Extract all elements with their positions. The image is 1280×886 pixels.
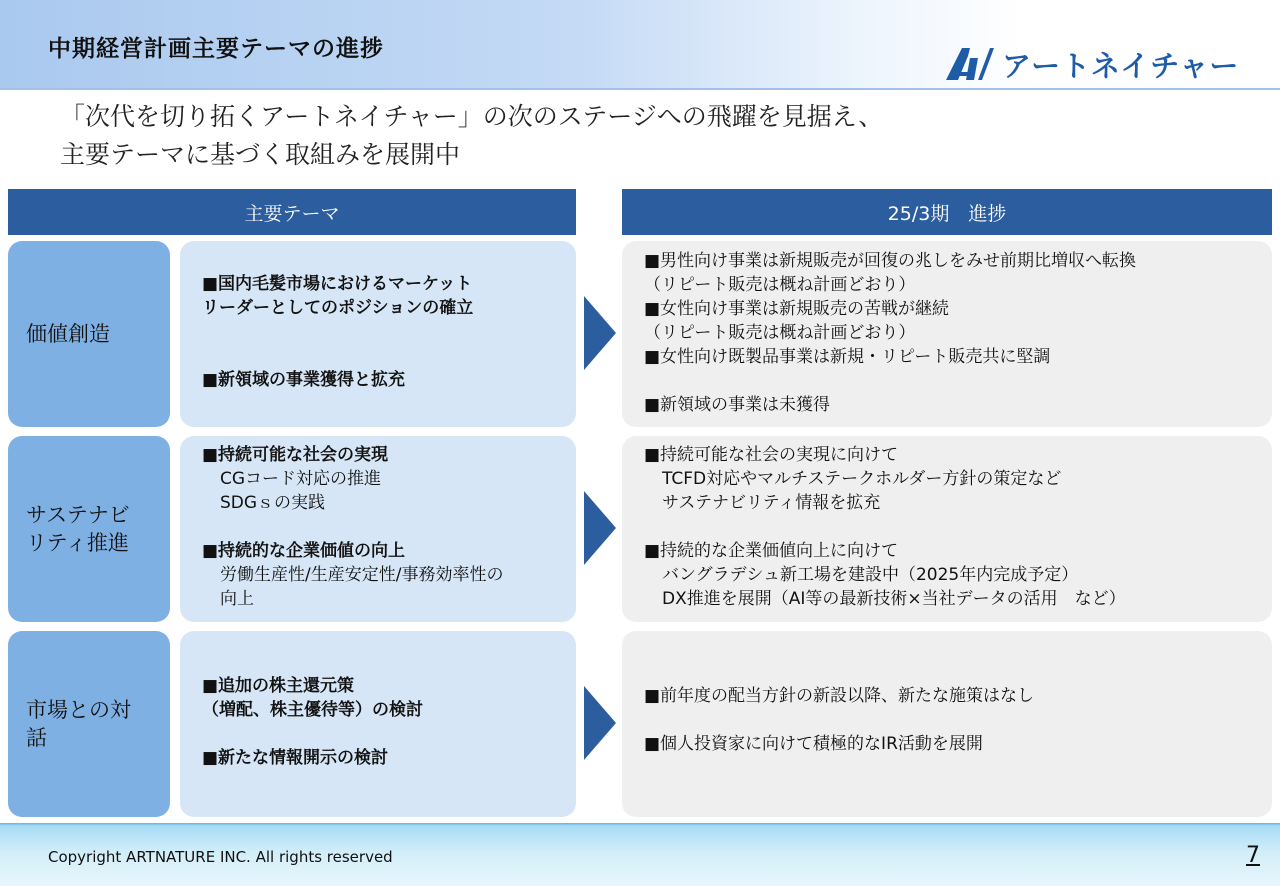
progress-line: （リピート販売は概ね計画どおり） <box>644 323 916 343</box>
progress-line: バングラデシュ新工場を建設中（2025年内完成予定） <box>662 565 1079 585</box>
page-title: 中期経営計画主要テーマの進捗 <box>48 36 384 62</box>
progress-box-value-creation <box>622 241 1272 427</box>
progress-line: ■女性向け既製品事業は新規・リピート販売共に堅調 <box>644 347 1051 367</box>
row-label-line: サステナビ <box>26 503 130 527</box>
spacer <box>644 369 1272 393</box>
progress-box-sustainability <box>622 436 1272 622</box>
column-header-progress: 25/3期 進捗 <box>622 189 1272 235</box>
progress-line: ■個人投資家に向けて積極的なIR活動を展開 <box>644 734 983 754</box>
theme-line: CGコード対応の推進 <box>220 469 382 489</box>
column-header-theme: 主要テーマ <box>8 189 576 235</box>
row-label-text <box>26 696 131 752</box>
header-divider <box>0 88 1280 90</box>
spacer <box>202 722 576 746</box>
logo-mark-icon <box>944 46 994 82</box>
spacer <box>644 708 1272 732</box>
right-arrow-icon <box>584 296 616 370</box>
subtitle-line: 主要テーマに基づく取組みを展開中 <box>60 140 461 169</box>
progress-line: ■女性向け事業は新規販売の苦戦が継続 <box>644 299 950 319</box>
progress-line: ■前年度の配当方針の新設以降、新たな施策はなし <box>644 686 1035 706</box>
theme-box-value-creation <box>180 241 576 427</box>
spacer <box>202 515 576 539</box>
progress-box-market-dialogue <box>622 631 1272 817</box>
theme-box-sustainability <box>180 436 576 622</box>
theme-line: ■国内毛髪市場におけるマーケット <box>202 274 473 294</box>
row-label-line: 話 <box>26 726 47 750</box>
theme-line: 労働生産性/生産安定性/事務効率性の <box>220 565 504 585</box>
theme-line: ■持続的な企業価値の向上 <box>202 541 406 561</box>
right-arrow-icon <box>584 491 616 565</box>
progress-line: サステナビリティ情報を拡充 <box>662 493 881 513</box>
progress-line: ■持続可能な社会の実現に向けて <box>644 445 899 465</box>
spacer <box>202 344 576 368</box>
theme-line: ■新領域の事業獲得と拡充 <box>202 370 406 390</box>
page-number: 7 <box>1246 843 1260 868</box>
spacer <box>644 515 1272 539</box>
row-label-text <box>26 320 110 348</box>
row-label-sustainability <box>8 436 170 622</box>
progress-line: ■新領域の事業は未獲得 <box>644 395 831 415</box>
theme-line: （増配、株主優待等）の検討 <box>202 700 423 720</box>
theme-line: SDGｓの実践 <box>220 493 326 513</box>
row-label-value-creation <box>8 241 170 427</box>
logo-wordmark: アートネイチャー <box>1002 48 1240 83</box>
spacer <box>202 320 576 344</box>
progress-line: ■持続的な企業価値向上に向けて <box>644 541 899 561</box>
row-label-line: リティ推進 <box>26 531 129 555</box>
row-label-line: 市場との対 <box>26 698 131 722</box>
copyright-text: Copyright ARTNATURE INC. All rights reserved <box>48 848 393 866</box>
progress-line: DX推進を展開（AI等の最新技術×当社データの活用 など） <box>662 589 1126 609</box>
progress-line: （リピート販売は概ね計画どおり） <box>644 275 916 295</box>
row-label-market-dialogue <box>8 631 170 817</box>
progress-line: TCFD対応やマルチステークホルダー方針の策定など <box>662 469 1062 489</box>
theme-box-market-dialogue <box>180 631 576 817</box>
subtitle-line: 「次代を切り拓くアートネイチャー」の次のステージへの飛躍を見据え、 <box>60 102 884 131</box>
theme-line: リーダーとしてのポジションの確立 <box>202 298 474 318</box>
theme-line: ■持続可能な社会の実現 <box>202 445 389 465</box>
row-label-line: 価値創造 <box>26 322 110 346</box>
theme-line: ■新たな情報開示の検討 <box>202 748 389 768</box>
right-arrow-icon <box>584 686 616 760</box>
theme-line: ■追加の株主還元策 <box>202 676 355 696</box>
progress-line: ■男性向け事業は新規販売が回復の兆しをみせ前期比増収へ転換 <box>644 251 1137 271</box>
subtitle <box>60 98 883 174</box>
company-logo <box>944 44 1264 84</box>
row-label-text <box>26 501 130 557</box>
theme-line: 向上 <box>220 589 254 609</box>
